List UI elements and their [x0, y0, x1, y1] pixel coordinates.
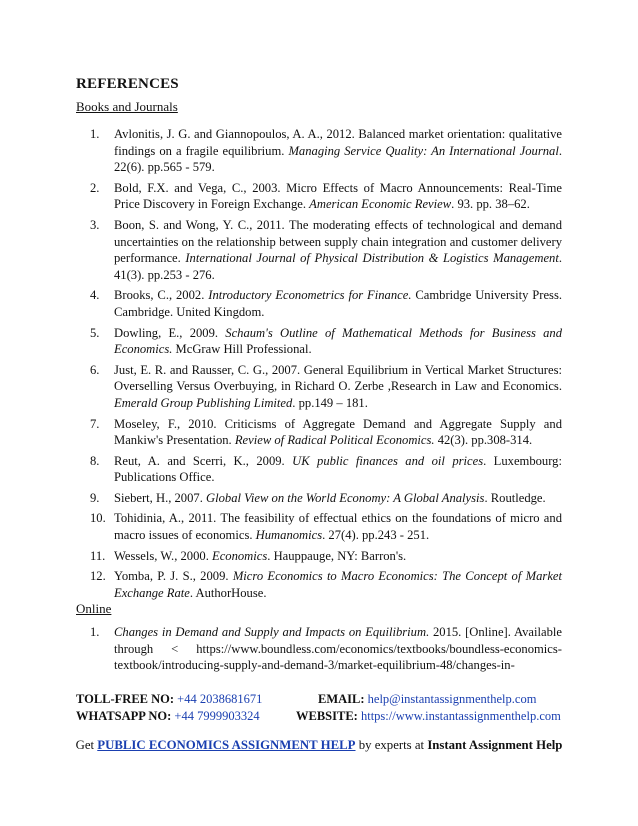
online-reference-list [90, 624, 562, 678]
reference-source: Micro Economics to Macro Economics: The Concept of Market Exchange Rate [114, 569, 562, 600]
promo-pre: Get [75, 738, 98, 752]
reference-number: 11. [90, 548, 106, 563]
reference-details: . 41(3). pp.253 - 276. [114, 251, 562, 282]
reference-source: Emerald Group Publishing Limited [114, 395, 293, 410]
reference-source: Review of Radical Political Economics. [234, 433, 435, 448]
reference-details: McGraw Hill Professional. [172, 342, 312, 357]
reference-details: 2015. [Online]. Available through < https://www.boundless.com/economics/textbooks/boundless-economics-textbook/introducing-supply-and-demand-3/market-equilibrium-48/changes-in- [114, 625, 562, 673]
reference-list [90, 126, 562, 605]
reference-item [90, 287, 562, 320]
reference-text [114, 325, 562, 358]
section-online: Online [76, 601, 112, 616]
reference-authors: Moseley, F., 2010. Criticisms of Aggregate Demand and Aggregate Supply and Mankiw's Presentation. [114, 416, 562, 448]
reference-number: 9. [90, 490, 100, 505]
reference-item [90, 624, 562, 674]
reference-text [114, 217, 562, 283]
email-label: EMAIL: [318, 692, 365, 706]
reference-authors: Wessels, W., 2000. [114, 548, 212, 563]
reference-text [114, 362, 562, 412]
promo-line [0, 738, 638, 753]
reference-number: 3. [90, 217, 100, 232]
reference-source: Economics [212, 548, 268, 563]
reference-authors: Reut, A. and Scerri, K., 2009. [114, 453, 293, 468]
reference-details: . 27(4). pp.243 - 251. [322, 528, 430, 543]
whatsapp-value[interactable]: +44 7999903324 [174, 709, 260, 723]
reference-source: International Journal of Physical Distribution & Logistics Management [185, 251, 559, 266]
reference-source: Introductory Econometrics for Finance. [208, 288, 412, 303]
reference-source: Managing Service Quality: An International Journal [288, 143, 559, 158]
reference-number: 8. [90, 453, 100, 468]
reference-text [114, 624, 562, 674]
reference-number: 5. [90, 325, 100, 340]
reference-authors: Tohidinia, A., 2011. The feasibility of effectual ethics on the foundations of micro and macro issues of economics. [114, 511, 562, 543]
reference-item [90, 180, 562, 213]
reference-details: . 22(6). pp.565 - 579. [114, 143, 562, 175]
email-link[interactable]: help@instantassignmenthelp.com [367, 692, 537, 706]
reference-authors: Bold, F.X. and Vega, C., 2003. Micro Effects of Macro Announcements: Real-Time Price Discovery in Foreign Exchange. [114, 180, 562, 212]
reference-authors: Siebert, H., 2007. [114, 490, 206, 505]
reference-number: 6. [90, 362, 100, 377]
email-line [318, 692, 536, 707]
reference-details: 42(3). pp.308-314. [434, 433, 533, 448]
reference-item [90, 217, 562, 283]
reference-authors: Boon, S. and Wong, Y. C., 2011. The moderating effects of technological and demand uncertainties on the relationship between supply chain integration and customer delivery performance. [114, 217, 562, 266]
reference-details: . 93. pp. 38–62. [451, 197, 530, 212]
reference-number: 7. [90, 416, 100, 431]
reference-number: 2. [90, 180, 100, 195]
website-link[interactable]: https://www.instantassignmenthelp.com [360, 709, 561, 723]
reference-authors: Dowling, E., 2009. [114, 325, 226, 340]
reference-details: . Hauppauge, NY: Barron's. [267, 548, 407, 563]
reference-text [114, 510, 562, 543]
reference-item [90, 568, 562, 601]
reference-item [90, 325, 562, 358]
reference-item [90, 490, 562, 507]
reference-source: Humanomics [255, 528, 323, 543]
reference-item [90, 362, 562, 412]
reference-source: Global View on the World Economy: A Global Analysis [206, 490, 485, 505]
reference-text [114, 568, 562, 601]
reference-number: 10. [90, 511, 106, 526]
website-label: WEBSITE: [296, 709, 358, 723]
section-books-journals: Books and Journals [76, 99, 178, 114]
reference-number: 1. [90, 625, 100, 639]
reference-source: Changes in Demand and Supply and Impacts on Equilibrium. [114, 625, 430, 639]
reference-authors: Just, E. R. and Rausser, C. G., 2007. General Equilibrium in Vertical Market Structures: Overselling Versus Overbuying, in Richard O. Zerbe ,Research in Law and Economics. [114, 362, 562, 394]
whatsapp-label: WHATSAPP NO: [76, 709, 172, 723]
promo-mid: by experts at [355, 738, 428, 752]
reference-item [90, 416, 562, 449]
reference-source: Schaum's Outline of Mathematical Methods for Business and Economics. [114, 325, 562, 357]
reference-item [90, 126, 562, 176]
tollfree-value[interactable]: +44 2038681671 [177, 692, 263, 706]
whatsapp-line [76, 709, 260, 724]
page-title: REFERENCES [76, 76, 179, 92]
reference-details: . Routledge. [484, 490, 546, 505]
reference-details: Cambridge University Press. Cambridge. United Kingdom. [114, 288, 563, 319]
reference-item [90, 510, 562, 543]
tollfree-label: TOLL-FREE NO: [76, 692, 175, 706]
promo-link[interactable]: PUBLIC ECONOMICS ASSIGNMENT HELP [97, 738, 356, 752]
reference-text [114, 548, 562, 565]
reference-number: 4. [90, 288, 100, 303]
reference-details: . pp.149 – 181. [292, 395, 368, 410]
reference-authors: Avlonitis, J. G. and Giannopoulos, A. A., 2012. Balanced market orientation: qualitative findings on a fragile equilibrium. [114, 127, 562, 158]
reference-text [114, 180, 562, 213]
reference-text [114, 416, 562, 449]
reference-item [90, 453, 562, 486]
website-line [296, 709, 561, 724]
reference-number: 1. [90, 127, 100, 141]
reference-source: UK public finances and oil prices [292, 453, 484, 468]
reference-text [114, 490, 562, 507]
reference-authors: Yomba, P. J. S., 2009. [114, 569, 233, 584]
reference-source: American Economic Review [309, 197, 452, 212]
reference-details: . AuthorHouse. [189, 585, 267, 600]
promo-brand: Instant Assignment Help [427, 738, 563, 752]
reference-authors: Brooks, C., 2002. [114, 288, 209, 303]
reference-text [114, 126, 562, 176]
reference-text [114, 287, 562, 320]
tollfree-line [76, 692, 262, 707]
reference-item [90, 548, 562, 565]
reference-text [114, 453, 562, 486]
reference-details: . Luxembourg: Publications Office. [114, 453, 562, 485]
reference-number: 12. [90, 569, 106, 584]
